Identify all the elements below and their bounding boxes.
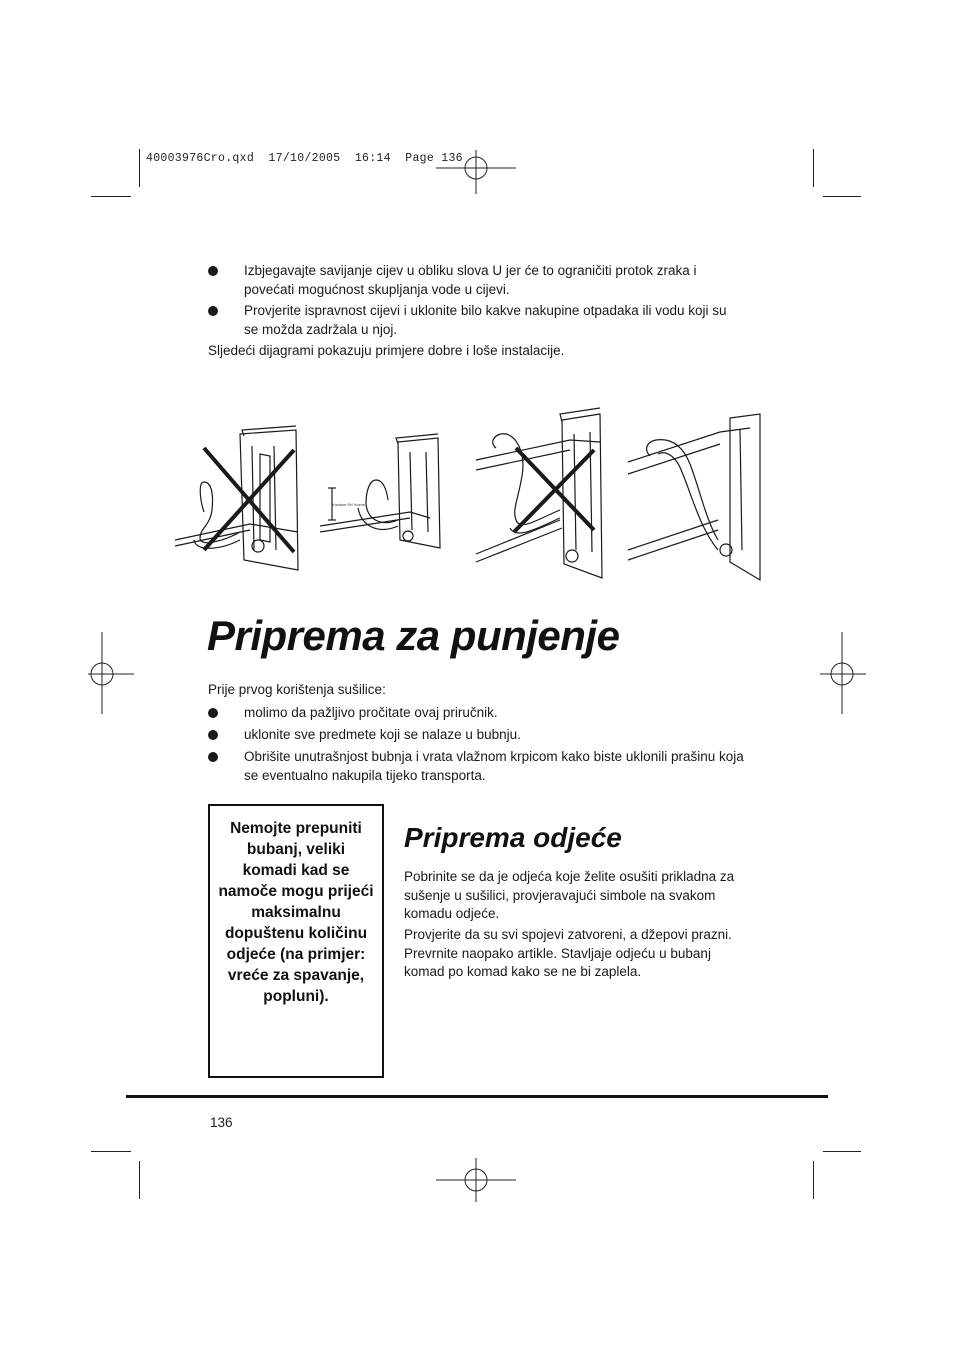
bullet-icon <box>208 730 218 740</box>
intro-text: Prije prvog korištenja sušilice: <box>208 682 386 697</box>
figure-label: Kreatan SH Vozne <box>332 502 365 507</box>
warning-text: Nemojte prepuniti bubanj, veliki komadi kad se namoče mogu prijeći maksimalnu dopuštenu količinu odjeće (na primjer: vreće za spavanje, popluni). <box>218 820 374 1005</box>
page-number: 136 <box>210 1115 233 1130</box>
registration-mark-top <box>436 150 516 194</box>
diagram-good-smooth <box>628 414 760 580</box>
registration-mark-right <box>820 632 866 714</box>
clothes-paragraph-1: Pobrinite se da je odjeća koje želite osušiti prikladna za sušenje u sušilici, provjeravajući simbole na svakom komadu odjeće. <box>404 869 735 921</box>
bullet-icon <box>208 752 218 762</box>
bullet-icon <box>208 306 218 316</box>
page-title: Priprema za punjenje <box>207 612 620 659</box>
installation-diagrams <box>170 400 770 590</box>
diagram-bad-u-bend <box>175 426 298 570</box>
bullet-icon <box>208 266 218 276</box>
diagram-bad-loop <box>476 408 602 578</box>
section-title: Priprema odjeće <box>404 822 622 853</box>
registration-mark-left <box>88 632 134 714</box>
clothes-paragraph-2: Provjerite da su svi spojevi zatvoreni, a džepovi prazni. Prevrnite naopako artikle. Stavljaje odjeću u bubanj komad po komad kako se ne bi zaplela. <box>404 927 732 979</box>
footer-rule <box>126 1095 828 1098</box>
diagram-good-raised <box>320 434 440 548</box>
diagram-intro: Sljedeći dijagrami pokazuju primjere dobre i loše instalacije. <box>208 343 565 358</box>
warning-box <box>208 804 384 1078</box>
registration-mark-bottom <box>436 1158 516 1202</box>
bullet-icon <box>208 708 218 718</box>
print-slug: 40003976Cro.qxd 17/10/2005 16:14 Page 136 <box>146 152 463 165</box>
